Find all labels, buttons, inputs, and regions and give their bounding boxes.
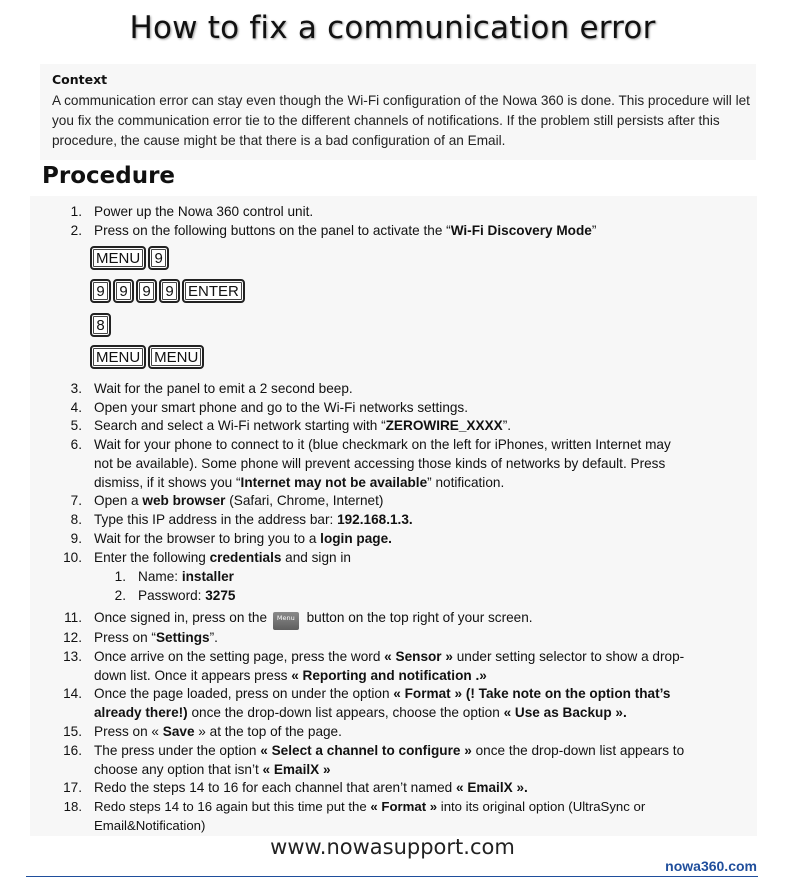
step-text: Open your smart phone and go to the Wi-Fi networks settings. (94, 400, 469, 415)
keypad-key-enter: ENTER (182, 279, 245, 303)
step-text: Type this IP address in the address bar: 192.168.1.3. (94, 512, 413, 527)
keypad-key-9: 9 (113, 279, 134, 303)
keypad-key-menu: MENU (90, 345, 146, 369)
step-number: 1. (70, 204, 82, 219)
step-text: Password: 3275 (138, 588, 236, 603)
step-text: Once the page loaded, press on under the option « Format » (! Take note on the option that’s already there!) once the drop-down list appears, choose the option « Use as Backup ». (94, 686, 671, 720)
step-number: 1. (114, 569, 126, 584)
step-number: 7. (70, 493, 82, 508)
context-heading: Context (52, 72, 108, 87)
step-number: 13. (63, 649, 82, 664)
footer-divider (26, 876, 758, 877)
keypad-key-8: 8 (90, 313, 111, 337)
page-title: How to fix a communication error (129, 10, 656, 46)
keypad-sequence-2 (90, 279, 245, 303)
step-text: Once arrive on the setting page, press the word « Sensor » under setting selector to show a drop- down list. Once it appears press « Reporting and notification .» (94, 649, 685, 683)
step-text: Press on the following buttons on the panel to activate the “Wi-Fi Discovery Mode” (94, 223, 597, 238)
step-text: Power up the Nowa 360 control unit. (94, 204, 314, 219)
step-number: 15. (63, 724, 82, 739)
step-number: 2. (70, 223, 82, 238)
keypad-key-9: 9 (148, 246, 169, 270)
keypad-key-menu: MENU (90, 246, 146, 270)
keypad-key-9: 9 (136, 279, 157, 303)
procedure-heading: Procedure (42, 163, 176, 189)
menu-button-icon: Menu (273, 612, 299, 630)
keypad-sequence-4 (90, 345, 204, 369)
step-number: 12. (63, 630, 82, 645)
step-number: 8. (70, 512, 82, 527)
step-text: Press on “Settings”. (94, 630, 218, 645)
step-number: 2. (114, 588, 126, 603)
keypad-sequence-3 (90, 313, 111, 337)
step-number: 4. (70, 400, 82, 415)
step-text: Redo steps 14 to 16 again but this time put the « Format » into its original option (UltraSync or Email&Notification) (94, 799, 646, 833)
keypad-sequence-1 (90, 246, 169, 270)
footer-brand: nowa360.com (665, 858, 757, 874)
step-number: 18. (63, 799, 82, 814)
step-number: 5. (70, 418, 82, 433)
step-text: Wait for your phone to connect to it (blue checkmark on the left for iPhones, written Internet may not be available). Some phone will prevent accessing those kinds of networks by default. Press dismiss, if it shows you “Internet may not be available” notification. (94, 437, 671, 490)
keypad-key-menu: MENU (148, 345, 204, 369)
step-text: Open a web browser (Safari, Chrome, Internet) (94, 493, 384, 508)
keypad-key-9: 9 (90, 279, 111, 303)
step-text: Enter the following credentials and sign in (94, 550, 351, 565)
step-number: 6. (70, 437, 82, 452)
step-number: 11. (64, 610, 82, 625)
step-number: 9. (70, 531, 82, 546)
step-number: 16. (63, 743, 82, 758)
step-text: Wait for the browser to bring you to a login page. (94, 531, 392, 546)
keypad-key-9: 9 (159, 279, 180, 303)
step-text: The press under the option « Select a channel to configure » once the drop-down list appears to choose any option that isn’t « EmailX » (94, 743, 685, 777)
footer-support-url: www.nowasupport.com (270, 835, 515, 859)
step-text: Once signed in, press on the Menu button on the top right of your screen. (94, 608, 734, 630)
step-number: 14. (63, 686, 82, 701)
context-body: A communication error can stay even though the Wi-Fi configuration of the Nowa 360 is done. This procedure will let you fix the communication error tie to the different channels of notifications. If the problem still persists after this procedure, the cause might be that there is a bad configuration of an Email. (52, 93, 750, 148)
step-text: Name: installer (138, 569, 234, 584)
step-text: Press on « Save » at the top of the page. (94, 724, 342, 739)
step-number: 10. (63, 550, 82, 565)
step-text: Search and select a Wi-Fi network starting with “ZEROWIRE_XXXX”. (94, 418, 512, 433)
step-text: Wait for the panel to emit a 2 second beep. (94, 381, 353, 396)
step-text: Redo the steps 14 to 16 for each channel that aren’t named « EmailX ». (94, 780, 528, 795)
step-number: 17. (63, 780, 82, 795)
step-number: 3. (70, 381, 82, 396)
